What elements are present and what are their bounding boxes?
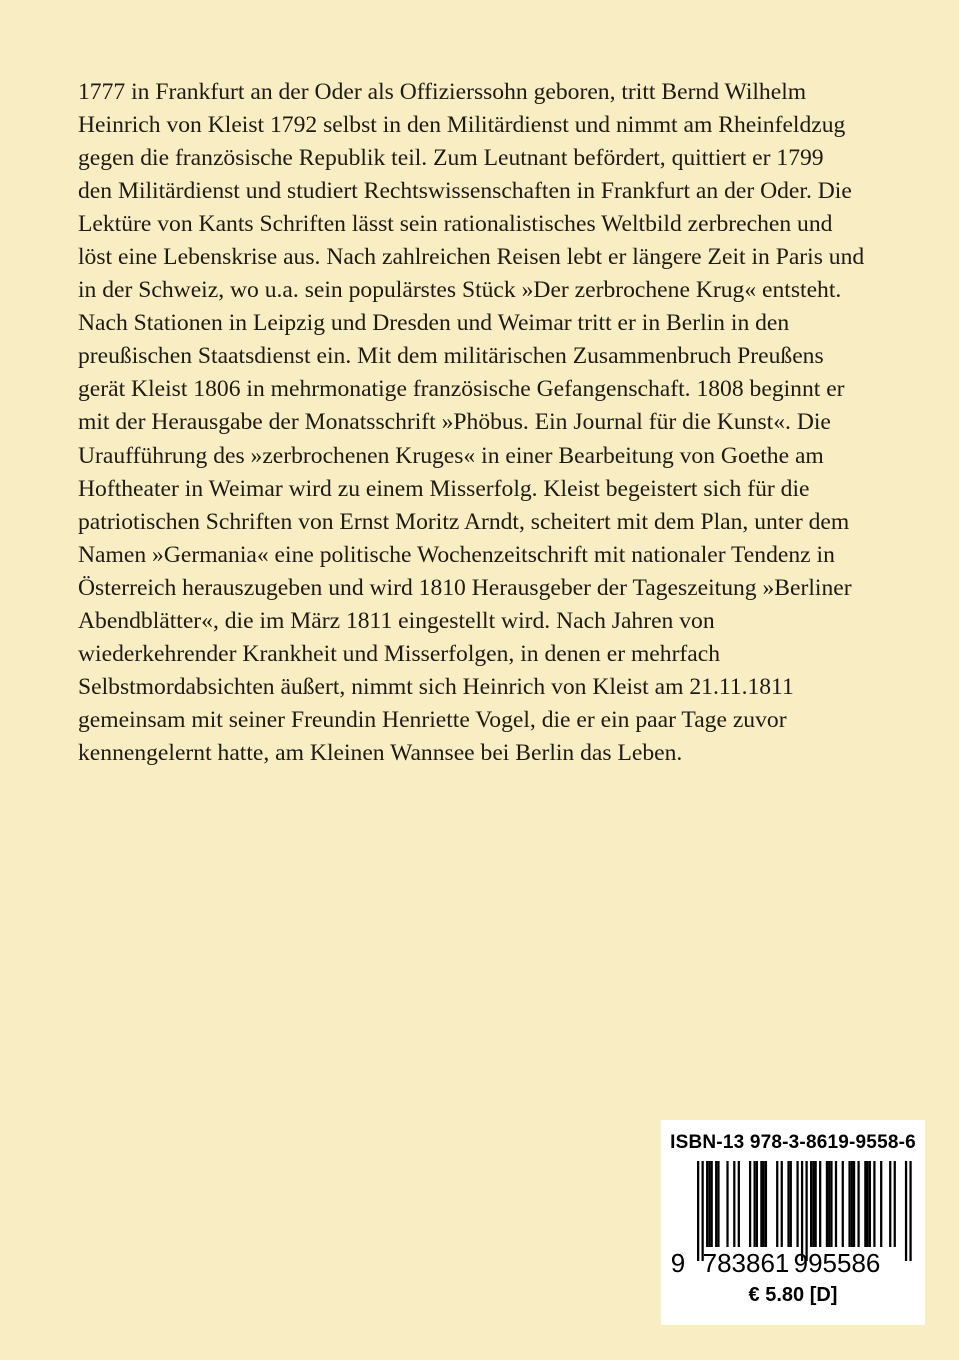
blurb-line: Uraufführung des »zerbrochenen Kruges« in einer Bearbeitung von Goethe am <box>78 442 824 469</box>
barcode-bar <box>889 1161 891 1247</box>
barcode-bar <box>905 1161 907 1261</box>
barcode-bar <box>708 1161 710 1247</box>
barcode-bar <box>873 1161 875 1247</box>
barcode-bar <box>790 1161 792 1247</box>
barcode-bar <box>726 1161 728 1247</box>
blurb-line: Heinrich von Kleist 1792 selbst in den Militärdienst und nimmt am Rheinfeldzug <box>78 112 846 139</box>
barcode-bar <box>738 1161 740 1247</box>
barcode-bar <box>756 1161 758 1247</box>
barcode-bar <box>819 1161 821 1247</box>
barcode-bars <box>697 1161 912 1261</box>
barcode-bar <box>733 1161 735 1247</box>
barcode-bar <box>857 1161 859 1247</box>
price-label: € 5.80 [D] <box>748 1284 838 1306</box>
blurb-line: gerät Kleist 1806 in mehrmonatige französische Gefangenschaft. 1808 beginnt er <box>78 376 845 403</box>
barcode-bar <box>880 1161 882 1247</box>
barcode-bar <box>853 1161 855 1247</box>
barcode-first-digit: 9 <box>670 1248 686 1278</box>
barcode-bar <box>864 1161 866 1247</box>
blurb-line: mit der Herausgabe der Monatsschrift »Phöbus. Ein Journal für die Kunst«. Die <box>78 409 831 436</box>
back-cover-blurb <box>78 76 888 770</box>
barcode-bar <box>697 1161 699 1261</box>
barcode-bar <box>711 1161 713 1247</box>
blurb-line: Namen »Germania« eine politische Wochenzeitschrift mit nationaler Tendenz in <box>78 541 835 568</box>
barcode-bar <box>717 1161 719 1247</box>
blurb-line: Abendblätter«, die im März 1811 eingestellt wird. Nach Jahren von <box>78 607 715 634</box>
blurb-line: in der Schweiz, wo u.a. sein populärstes Stück »Der zerbrochene Krug« entsteht. <box>78 277 842 304</box>
blurb-line: preußischen Staatsdienst ein. Mit dem militärischen Zusammenbruch Preußens <box>78 343 824 370</box>
barcode-bar <box>851 1161 853 1247</box>
blurb-line: kennengelernt hatte, am Kleinen Wannsee bei Berlin das Leben. <box>78 739 683 766</box>
barcode-bar <box>702 1161 704 1261</box>
barcode-bar <box>810 1161 812 1247</box>
blurb-line: gemeinsam mit seiner Freundin Henriette Vogel, die er ein paar Tage zuvor <box>78 706 787 733</box>
barcode-bar <box>796 1161 798 1247</box>
barcode-bar <box>815 1161 817 1247</box>
blurb-line: den Militärdienst und studiert Rechtswissenschaften in Frankfurt an der Oder. Die <box>78 178 852 205</box>
barcode-bar <box>763 1161 765 1247</box>
barcode-bar <box>787 1161 789 1247</box>
blurb-line: Lektüre von Kants Schriften lässt sein rationalistisches Weltbild zerbrechen und <box>78 211 833 238</box>
barcode-bar <box>869 1161 871 1247</box>
barcode-bar <box>835 1161 837 1247</box>
barcode-bar <box>760 1161 762 1247</box>
barcode-right-digits: 995586 <box>793 1248 881 1278</box>
barcode-bar <box>765 1161 767 1247</box>
barcode-bar <box>781 1161 783 1247</box>
barcode-bar <box>801 1161 803 1261</box>
blurb-line: Hoftheater in Weimar wird zu einem Misserfolg. Kleist begeistert sich für die <box>78 475 810 502</box>
barcode-bar <box>830 1161 832 1247</box>
blurb-line: Nach Stationen in Leipzig und Dresden und Weimar tritt er in Berlin in den <box>78 310 790 337</box>
barcode-bar <box>826 1161 828 1247</box>
barcode-left-digits: 783861 <box>702 1248 790 1278</box>
blurb-line: löst eine Lebenskrise aus. Nach zahlreichen Reisen lebt er längere Zeit in Paris und <box>78 244 865 271</box>
blurb-line: Österreich herauszugeben und wird 1810 Herausgeber der Tageszeitung »Berliner <box>78 574 852 601</box>
isbn-label: ISBN-13 978-3-8619-9558-6 <box>670 1132 916 1153</box>
barcode-bar <box>894 1161 896 1247</box>
blurb-line: Selbstmordabsichten äußert, nimmt sich Heinrich von Kleist am 21.11.1811 <box>78 673 794 700</box>
barcode-bar <box>776 1161 778 1247</box>
barcode-bar <box>754 1161 756 1247</box>
barcode-bar <box>828 1161 830 1247</box>
barcode-bar <box>812 1161 814 1247</box>
blurb-line: 1777 in Frankfurt an der Oder als Offizierssohn geboren, tritt Bernd Wilhelm <box>78 79 807 105</box>
blurb-line: gegen die französische Republik teil. Zum Leutnant befördert, quittiert er 1799 <box>78 145 824 172</box>
barcode-bar <box>867 1161 869 1247</box>
barcode-bar <box>706 1161 708 1247</box>
isbn-barcode-panel <box>661 1120 925 1325</box>
blurb-line: wiederkehrender Krankheit und Misserfolgen, in denen er mehrfach <box>78 640 721 667</box>
barcode-bar <box>848 1161 850 1247</box>
blurb-line: patriotischen Schriften von Ernst Moritz Arndt, scheitert mit dem Plan, unter dem <box>78 508 850 535</box>
barcode-bar <box>749 1161 751 1247</box>
barcode-bar <box>805 1161 807 1261</box>
barcode-bar <box>909 1161 911 1261</box>
barcode-bar <box>715 1161 717 1247</box>
barcode-bar <box>842 1161 844 1247</box>
